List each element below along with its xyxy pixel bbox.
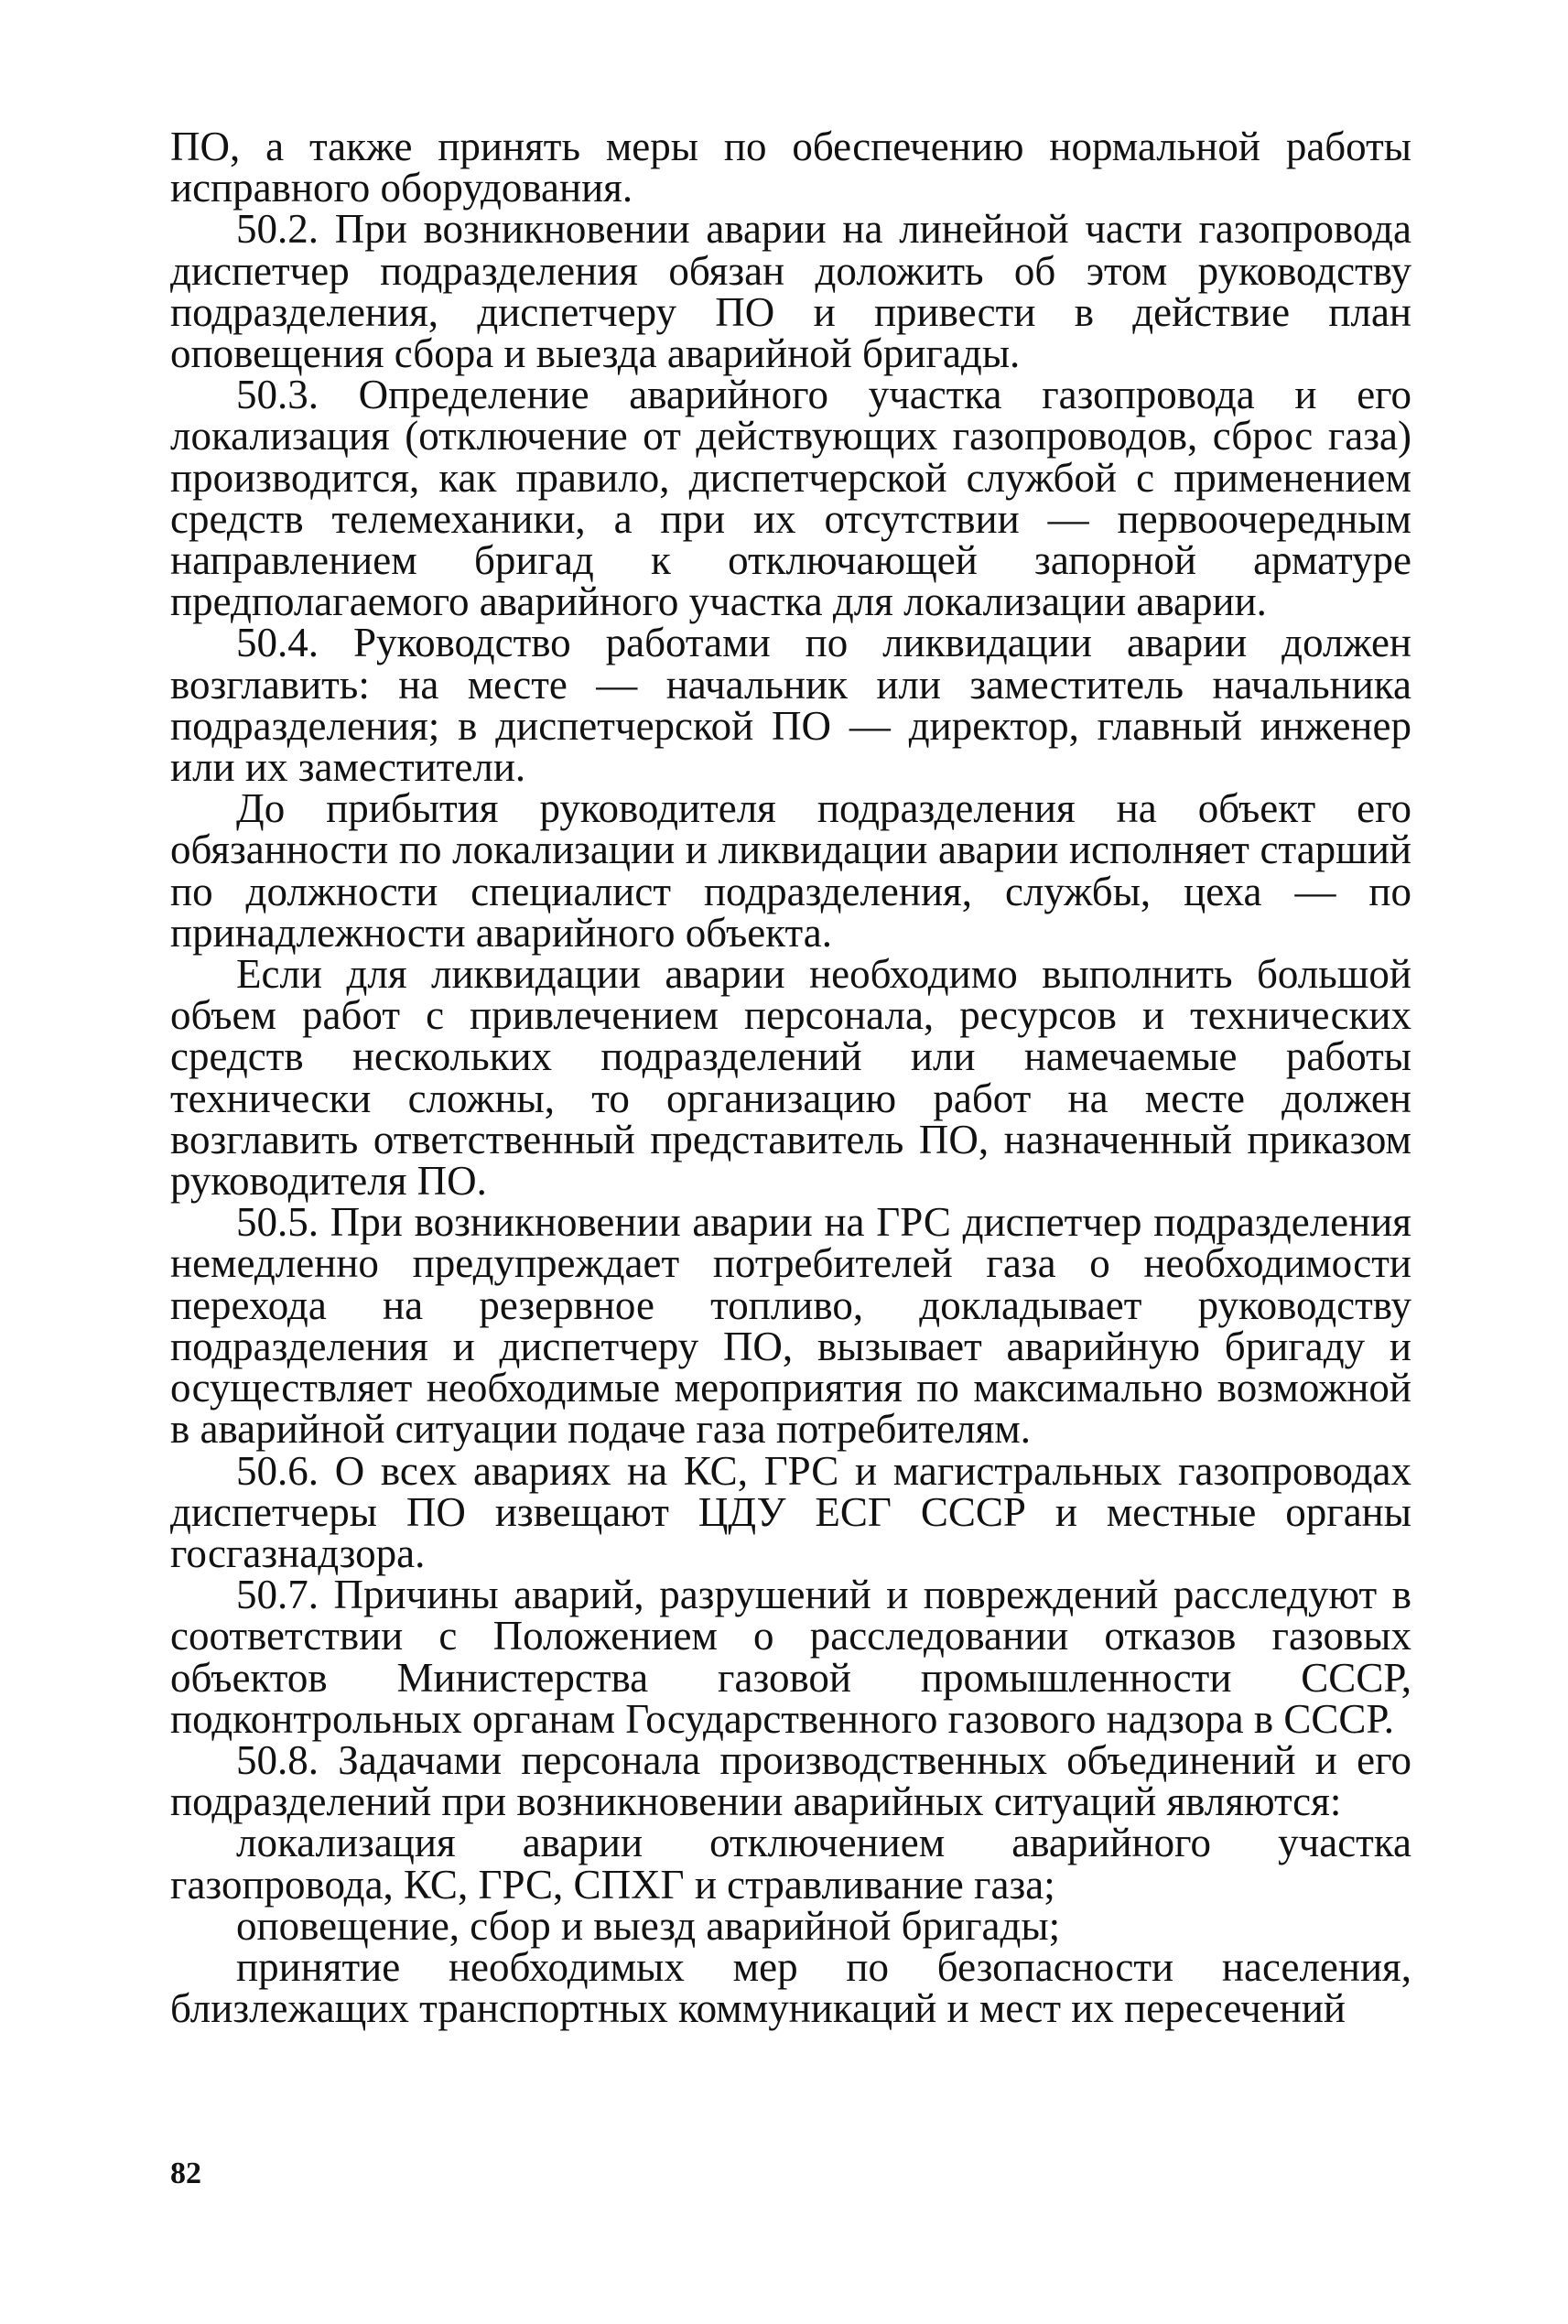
paragraph-50-4-large-scope: Если для ликвидации аварии необходимо выполнить большой объем работ с привлечением персонала, ресурсов и технических средств нескольких подразделений или намечаемые работы технически сложны, то организацию работ на месте должен возглавить ответственный представитель ПО, назначенный приказом руководителя ПО. [170,951,1411,1205]
paragraph-50-7: 50.7. Причины аварий, разрушений и повреждений расследуют в соответствии с Положением о расследовании отказов газовых объектов Министерства газовой промышленности СССР, подконтрольных органам Государственного газового надзора в СССР. [170,1572,1411,1742]
paragraph-50-8: 50.8. Задачами персонала производственных объединений и его подразделений при возникновении аварийных ситуаций являются: [170,1736,1411,1825]
list-item-notification: оповещение, сбор и выезд аварийной бригады; [236,1902,1061,1949]
paragraph-50-4: 50.4. Руководство работами по ликвидации аварии должен возглавить: на месте — начальник или заместитель начальника подразделения; в диспетчерской ПО — директор, главный инженер или их заместители. [170,620,1411,791]
paragraph-50-3: 50.3. Определение аварийного участка газопровода и его локализация (отключение от действующих газопроводов, сброс газа) производится, как правило, диспетчерской службой с применением средств телемеханики, а при их отсутствии — первоочередным направлением бригад к отключающей запорной арматуре предполагаемого аварийного участка для локализации аварии. [170,372,1411,625]
paragraph-50-5: 50.5. При возникновении аварии на ГРС диспетчер подразделения немедленно предупреждает потребителей газа о необходимости перехода на резервное топливо, докладывает руководству подразделения и диспетчеру ПО, вызывает аварийную бригаду и осуществляет необходимые мероприятия по максимально возможной в аварийной ситуации подаче газа потребителям. [170,1199,1411,1453]
list-item-localization: локализация аварии отключением аварийного участка газопровода, КС, ГРС, СПХГ и стравливание газа; [170,1820,1411,1908]
paragraph-50-4-until-arrival: До прибытия руководителя подразделения на объект его обязанности по локализации и ликвидации аварии исполняет старший по должности специалист подразделения, службы, цеха — по принадлежности аварийного объекта. [170,785,1411,956]
paragraph-50-2: 50.2. При возникновении аварии на линейной части газопровода диспетчер подразделения обязан доложить об этом руководству подразделения, диспетчеру ПО и привести в действие план оповещения сбора и выезда аварийной бригады. [170,206,1411,377]
paragraph-50-6: 50.6. О всех авариях на КС, ГРС и магистральных газопроводах диспетчеры ПО извещают ЦДУ ЕСГ СССР и местные органы госгазнадзора. [170,1447,1411,1576]
list-item-safety-measures: принятие необходимых мер по безопасности населения, близлежащих транспортных коммуникаций и мест их пересечений [170,1943,1411,2032]
paragraph-intro: ПО, а также принять меры по обеспечению нормальной работы исправного оборудования. [170,124,1411,211]
document-body [170,124,1411,2032]
page-number: 82 [170,2156,201,2190]
